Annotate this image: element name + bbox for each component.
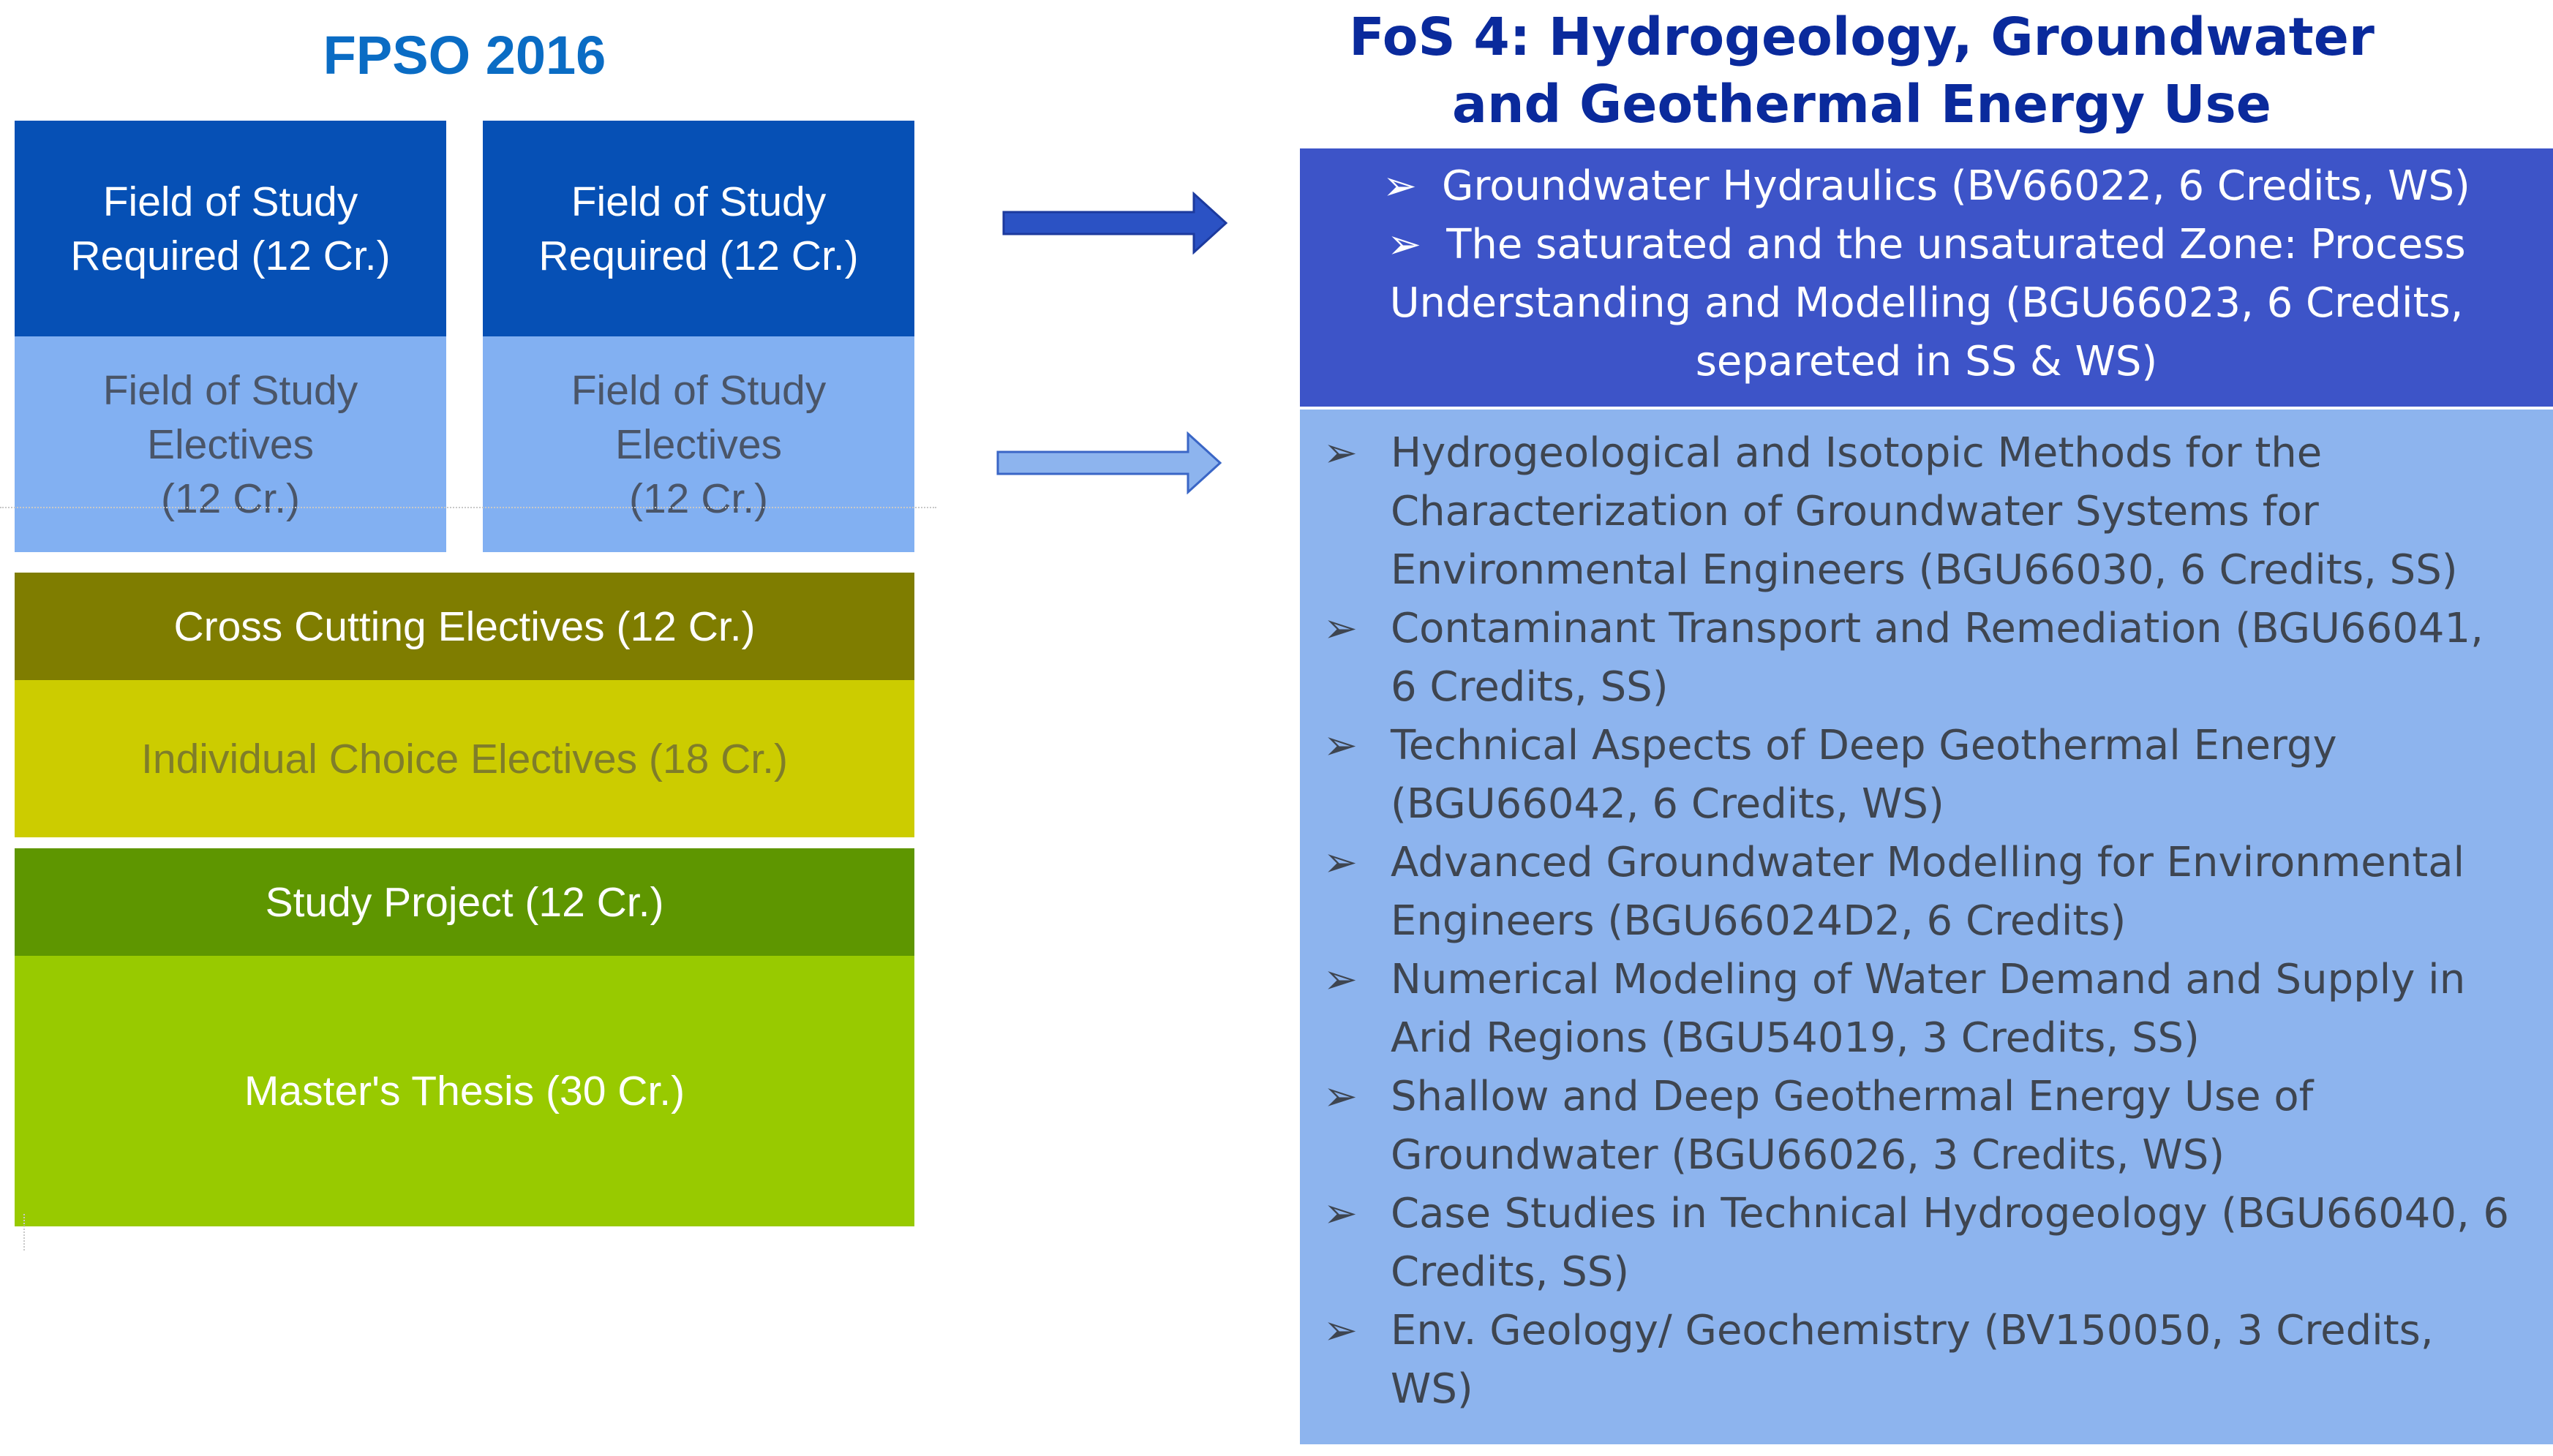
fos-title-line: FoS 4: Hydrogeology, Groundwater bbox=[1349, 7, 2375, 67]
box-line: Required (12 Cr.) bbox=[70, 232, 391, 279]
arrow-bullet-icon: ➢ bbox=[1323, 956, 1358, 1003]
arrow-bullet-icon: ➢ bbox=[1383, 162, 1418, 210]
elective-item-text: Hydrogeological and Isotopic Methods for the Characterization of Groundwater Systems for Environmental Engineers (BGU66030, 6 Credits, SS) bbox=[1391, 429, 2458, 594]
arrow-bullet-icon: ➢ bbox=[1323, 429, 1358, 477]
masters-thesis-box: Master's Thesis (30 Cr.) bbox=[15, 956, 914, 1226]
elective-item bbox=[1300, 951, 2553, 1068]
elective-item-text: Shallow and Deep Geothermal Energy Use of Groundwater (BGU66026, 3 Credits, WS) bbox=[1391, 1073, 2314, 1179]
elective-item-text: Contaminant Transport and Remediation (BGU66041, 6 Credits, SS) bbox=[1391, 605, 2484, 711]
elective-item bbox=[1300, 717, 2553, 834]
required-item bbox=[1300, 216, 2553, 274]
required-item-text: Groundwater Hydraulics (BV66022, 6 Credits, WS) bbox=[1442, 162, 2470, 210]
elective-item bbox=[1300, 424, 2553, 600]
box-line: Field of Study bbox=[571, 366, 827, 414]
elective-item bbox=[1300, 834, 2553, 951]
field-of-study-required-box-2 bbox=[483, 121, 914, 336]
required-item-continuation: separeted in SS & WS) bbox=[1695, 338, 2158, 385]
elective-item bbox=[1300, 1068, 2553, 1185]
arrow-bullet-icon: ➢ bbox=[1323, 605, 1358, 652]
elective-item-text: Technical Aspects of Deep Geothermal Energy (BGU66042, 6 Credits, WS) bbox=[1391, 722, 2337, 828]
elective-item bbox=[1300, 600, 2553, 717]
box-line: (12 Cr.) bbox=[628, 475, 769, 522]
arrow-to-required-icon bbox=[1002, 192, 1229, 254]
fos-title bbox=[1295, 4, 2429, 138]
required-modules-panel bbox=[1300, 148, 2553, 407]
elective-item-text: Case Studies in Technical Hydrogeology (BGU66040, 6 Credits, SS) bbox=[1391, 1190, 2509, 1296]
field-of-study-electives-box-2 bbox=[483, 336, 914, 552]
required-item bbox=[1300, 157, 2553, 216]
fpso-title: FPSO 2016 bbox=[323, 24, 606, 86]
elective-item bbox=[1300, 1302, 2553, 1419]
fos-title-line: and Geothermal Energy Use bbox=[1452, 74, 2271, 135]
dotted-guide-line-vertical bbox=[23, 1214, 25, 1251]
box-line: Required (12 Cr.) bbox=[538, 232, 859, 279]
arrow-bullet-icon: ➢ bbox=[1323, 1307, 1358, 1354]
required-item-continuation: Understanding and Modelling (BGU66023, 6 Credits, bbox=[1389, 279, 2464, 327]
individual-choice-electives-box: Individual Choice Electives (18 Cr.) bbox=[15, 680, 914, 837]
box-line: (12 Cr.) bbox=[160, 475, 301, 522]
arrow-to-electives-icon bbox=[996, 431, 1223, 494]
arrow-bullet-icon: ➢ bbox=[1323, 1190, 1358, 1237]
elective-item bbox=[1300, 1185, 2553, 1302]
elective-modules-panel bbox=[1300, 410, 2553, 1444]
elective-item-text: Advanced Groundwater Modelling for Environmental Engineers (BGU66024D2, 6 Credits) bbox=[1391, 839, 2465, 945]
elective-item-text: Env. Geology/ Geochemistry (BV150050, 3 Credits, WS) bbox=[1391, 1307, 2434, 1413]
arrow-bullet-icon: ➢ bbox=[1323, 1073, 1358, 1120]
box-line: Field of Study bbox=[102, 366, 358, 414]
arrow-bullet-icon: ➢ bbox=[1323, 839, 1358, 886]
field-of-study-required-box-1 bbox=[15, 121, 446, 336]
box-line: Electives bbox=[614, 420, 783, 468]
box-line: Field of Study bbox=[102, 178, 358, 225]
field-of-study-electives-box-1 bbox=[15, 336, 446, 552]
required-item-text: The saturated and the unsaturated Zone: Process bbox=[1446, 221, 2466, 268]
arrow-bullet-icon: ➢ bbox=[1323, 722, 1358, 769]
box-line: Electives bbox=[146, 420, 315, 468]
box-line: Field of Study bbox=[571, 178, 827, 225]
cross-cutting-electives-box: Cross Cutting Electives (12 Cr.) bbox=[15, 573, 914, 680]
elective-item-text: Numerical Modeling of Water Demand and Supply in Arid Regions (BGU54019, 3 Credits, SS) bbox=[1391, 956, 2466, 1062]
arrow-bullet-icon: ➢ bbox=[1387, 221, 1422, 268]
study-project-box: Study Project (12 Cr.) bbox=[15, 848, 914, 956]
dotted-guide-line bbox=[0, 507, 936, 508]
